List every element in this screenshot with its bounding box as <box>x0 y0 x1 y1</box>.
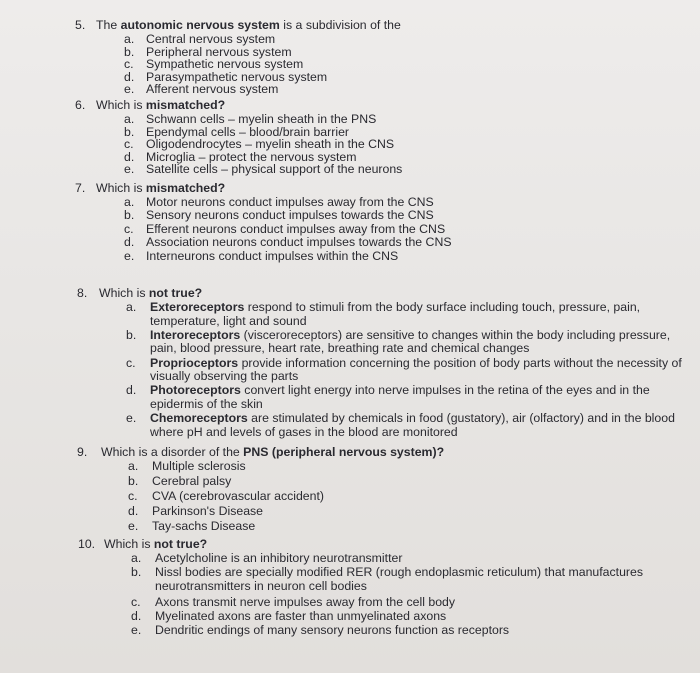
option-b <box>0 46 700 59</box>
option-c <box>0 223 700 236</box>
stem-prefix: Which is <box>96 181 146 195</box>
option-b <box>0 329 700 357</box>
option-description: are stimulated by chemicals in food (gustatory), air (olfactory) and in the blood where pH and levels of gases in the blood are monitored <box>150 411 675 439</box>
option-letter: d. <box>124 69 135 84</box>
option-letter: e. <box>131 623 142 637</box>
option-term: Photoreceptors <box>150 383 241 398</box>
option-d <box>0 236 700 249</box>
option-text: Interneurons conduct impulses within the CNS <box>146 248 399 263</box>
stem-prefix: Which is a disorder of the <box>101 445 244 459</box>
stem-prefix: Which is <box>99 286 149 300</box>
option-letter: c. <box>124 221 134 236</box>
option-b <box>0 566 700 596</box>
question-text <box>101 445 444 460</box>
option-description: respond to stimuli from the body surface including touch, pressure, pain, temperature, light and sound <box>150 300 641 328</box>
option-text: Association neurons conduct impulses towards the CNS <box>146 235 452 250</box>
option-b <box>0 209 700 222</box>
option-letter: b. <box>124 124 135 139</box>
stem-prefix: Which is <box>96 98 146 112</box>
option-text: Nissl bodies are specially modified RER (rough endoplasmic reticulum) that manufactures neurotransmitters in neuron cell bodies <box>155 565 643 593</box>
option-description: provide information concerning the position of body parts without the necessity of visually observing the parts <box>150 355 682 384</box>
option-text: Tay-sachs Disease <box>152 519 256 533</box>
question-number: 8. <box>77 286 88 300</box>
stem-emphasis: mismatched? <box>145 181 226 195</box>
question-number: 7. <box>75 181 86 195</box>
question-number: 9. <box>77 445 88 459</box>
option-text: Parasympathetic nervous system <box>146 69 328 84</box>
option-a <box>0 196 700 209</box>
option-letter: c. <box>124 137 134 152</box>
option-letter: e. <box>124 248 135 263</box>
question-6 <box>0 98 700 176</box>
question-text <box>96 98 225 113</box>
question-stem <box>0 537 700 552</box>
option-letter: c. <box>124 57 134 71</box>
option-letter: c. <box>126 355 136 370</box>
option-text <box>150 412 695 439</box>
option-d <box>0 384 700 412</box>
option-letter: d. <box>126 383 137 398</box>
option-text: Multiple sclerosis <box>152 459 246 473</box>
option-text: Axons transmit nerve impulses away from the cell body <box>155 595 456 609</box>
option-letter: a. <box>131 551 142 565</box>
question-stem <box>0 181 700 196</box>
question-9 <box>0 445 700 535</box>
question-text <box>96 181 225 196</box>
question-text <box>104 537 207 552</box>
stem-emphasis: PNS (peripheral nervous system)? <box>243 445 445 459</box>
option-term: Chemoreceptors <box>150 411 248 426</box>
option-c <box>0 596 700 610</box>
option-text: Acetylcholine is an inhibitory neurotransmitter <box>155 551 403 565</box>
question-number: 10. <box>78 537 96 551</box>
option-text: Microglia – protect the nervous system <box>146 149 357 164</box>
option-text: Afferent nervous system <box>146 82 279 96</box>
question-10 <box>0 537 700 638</box>
option-text <box>150 301 695 328</box>
option-c <box>0 357 700 385</box>
option-text <box>150 329 695 356</box>
option-letter: d. <box>131 609 142 623</box>
option-b <box>0 475 700 490</box>
option-d <box>0 71 700 84</box>
option-text: Central nervous system <box>146 32 276 46</box>
question-5 <box>0 18 700 96</box>
question-stem <box>0 445 700 460</box>
option-term: Exteroreceptors <box>150 300 245 314</box>
question-text <box>96 18 401 33</box>
option-e <box>0 624 700 638</box>
question-7 <box>0 181 700 263</box>
option-letter: b. <box>124 208 135 223</box>
option-description: (visceroreceptors) are sensitive to changes within the body including pressure, pain, blood pressure, heart rate, breathing rate and chemical changes <box>150 327 671 356</box>
option-letter: a. <box>124 195 135 209</box>
option-text: Ependymal cells – blood/brain barrier <box>146 124 350 139</box>
option-text: Peripheral nervous system <box>146 44 292 59</box>
option-letter: d. <box>124 235 135 250</box>
question-number: 6. <box>75 98 86 112</box>
option-text: Myelinated axons are faster than unmyelinated axons <box>155 609 447 623</box>
option-a <box>0 552 700 566</box>
option-term: Proprioceptors <box>150 355 239 370</box>
option-text: CVA (cerebrovascular accident) <box>152 489 324 503</box>
option-letter: d. <box>124 149 135 164</box>
option-a <box>0 460 700 475</box>
option-text: Motor neurons conduct impulses away from the CNS <box>146 195 434 209</box>
option-text: Sympathetic nervous system <box>146 57 304 71</box>
option-c <box>0 58 700 71</box>
question-text <box>99 286 202 301</box>
option-letter: c. <box>131 595 141 609</box>
stem-emphasis: autonomic nervous system <box>120 18 280 32</box>
question-number: 5. <box>75 18 86 32</box>
option-letter: d. <box>128 504 139 518</box>
option-letter: e. <box>124 162 135 177</box>
option-letter: b. <box>131 565 142 579</box>
option-letter: a. <box>128 459 139 473</box>
question-8 <box>0 286 700 440</box>
option-text <box>150 357 695 384</box>
option-letter: e. <box>126 411 137 426</box>
option-letter: b. <box>126 327 137 342</box>
option-e <box>0 412 700 440</box>
question-stem <box>0 98 700 113</box>
stem-prefix: The <box>96 18 121 32</box>
stem-prefix: Which is <box>104 537 154 551</box>
stem-emphasis: not true? <box>148 286 203 300</box>
option-text: Sensory neurons conduct impulses towards the CNS <box>146 208 434 223</box>
option-text: Schwann cells – myelin sheath in the PNS <box>146 112 377 126</box>
option-e <box>0 163 700 176</box>
option-d <box>0 610 700 624</box>
option-d <box>0 505 700 520</box>
option-letter: c. <box>128 489 138 503</box>
option-e <box>0 520 700 535</box>
option-text: Parkinson's Disease <box>152 504 264 518</box>
option-a <box>0 113 700 126</box>
option-letter: b. <box>128 474 139 488</box>
option-letter: a. <box>126 300 137 314</box>
option-a <box>0 301 700 329</box>
option-letter: e. <box>128 519 139 533</box>
option-letter: a. <box>124 112 135 126</box>
option-a <box>0 33 700 46</box>
question-stem <box>0 18 700 33</box>
option-text: Efferent neurons conduct impulses away from the CNS <box>146 221 446 236</box>
option-description: convert light energy into nerve impulses in the retina of the eyes and in the epidermis of the skin <box>150 383 650 411</box>
option-letter: a. <box>124 32 135 46</box>
option-term: Interoreceptors <box>150 327 241 342</box>
option-text <box>150 384 695 411</box>
question-stem <box>0 286 700 301</box>
option-letter: b. <box>124 44 135 59</box>
option-text: Oligodendrocytes – myelin sheath in the CNS <box>146 137 395 152</box>
stem-suffix: is a subdivision of the <box>279 18 401 32</box>
option-text: Satellite cells – physical support of the neurons <box>146 162 403 177</box>
option-text: Cerebral palsy <box>152 474 232 488</box>
option-c <box>0 490 700 505</box>
option-e <box>0 83 700 96</box>
option-letter: e. <box>124 82 135 96</box>
option-e <box>0 250 700 263</box>
stem-emphasis: mismatched? <box>145 98 226 112</box>
option-text: Dendritic endings of many sensory neurons function as receptors <box>155 623 510 637</box>
option-c <box>0 138 700 151</box>
stem-emphasis: not true? <box>153 537 208 551</box>
